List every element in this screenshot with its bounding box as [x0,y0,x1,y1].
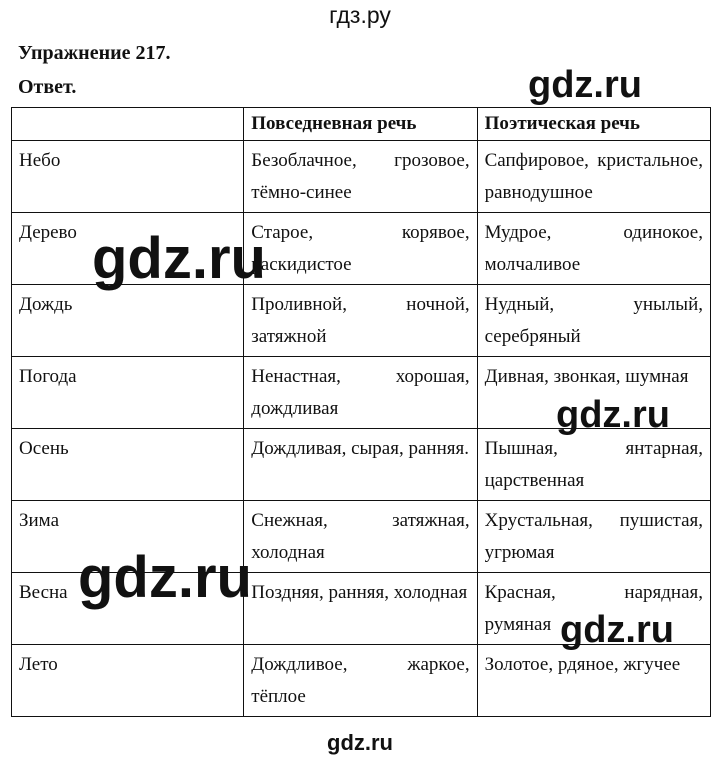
watermark: gdz.ru [560,609,674,651]
table-row [12,645,711,717]
table-header-row [12,108,711,141]
row-everyday: Дождливое, жаркое, тёплое [244,645,477,717]
row-everyday: Снежная, затяжная, холодная [244,501,477,573]
row-poetic: Хрустальная, пушистая, угрюмая [477,501,710,573]
row-everyday: Безоблачное, грозовое, тёмно-синее [244,141,477,213]
answer-label: Ответ. [18,76,77,98]
site-footer: gdz.ru [327,730,393,755]
exercise-title: Упражнение 217. [18,42,171,64]
row-word: Зима [12,501,244,573]
header-poetic-speech: Поэтическая речь [477,108,710,141]
answer-table [11,107,711,717]
row-word: Весна [12,573,244,645]
watermark: gdz.ru [92,226,266,291]
row-word: Небо [12,141,244,213]
row-word: Дождь [12,285,244,357]
watermark: gdz.ru [556,394,670,436]
row-poetic: Мудрое, одинокое, молчаливое [477,213,710,285]
table-row [12,573,711,645]
row-poetic: Дивная, звонкая, шумная [477,357,710,429]
row-everyday: Проливной, ночной, затяжной [244,285,477,357]
site-header: гдз.ру [329,2,391,28]
row-word: Погода [12,357,244,429]
row-poetic: Нудный, унылый, серебряный [477,285,710,357]
table-row [12,357,711,429]
row-poetic: Сапфировое, кристальное, равнодушное [477,141,710,213]
table-row [12,501,711,573]
row-everyday: Дождливая, сырая, ранняя. [244,429,477,501]
table-row [12,429,711,501]
row-poetic: Пышная, янтарная, царственная [477,429,710,501]
row-poetic: Золотое, рдяное, жгучее [477,645,710,717]
header-everyday-speech: Повседневная речь [244,108,477,141]
row-everyday: Ненастная, хорошая, дождливая [244,357,477,429]
row-word: Дерево [12,213,244,285]
table-row [12,213,711,285]
watermark: gdz.ru [528,64,642,106]
row-poetic: Красная, нарядная, румяная [477,573,710,645]
header-word [12,108,244,141]
row-everyday: Поздняя, ранняя, холодная [244,573,477,645]
row-word: Осень [12,429,244,501]
watermark: gdz.ru [78,545,252,610]
row-everyday: Старое, корявое, раскидистое [244,213,477,285]
table-row [12,141,711,213]
row-word: Лето [12,645,244,717]
table-row [12,285,711,357]
